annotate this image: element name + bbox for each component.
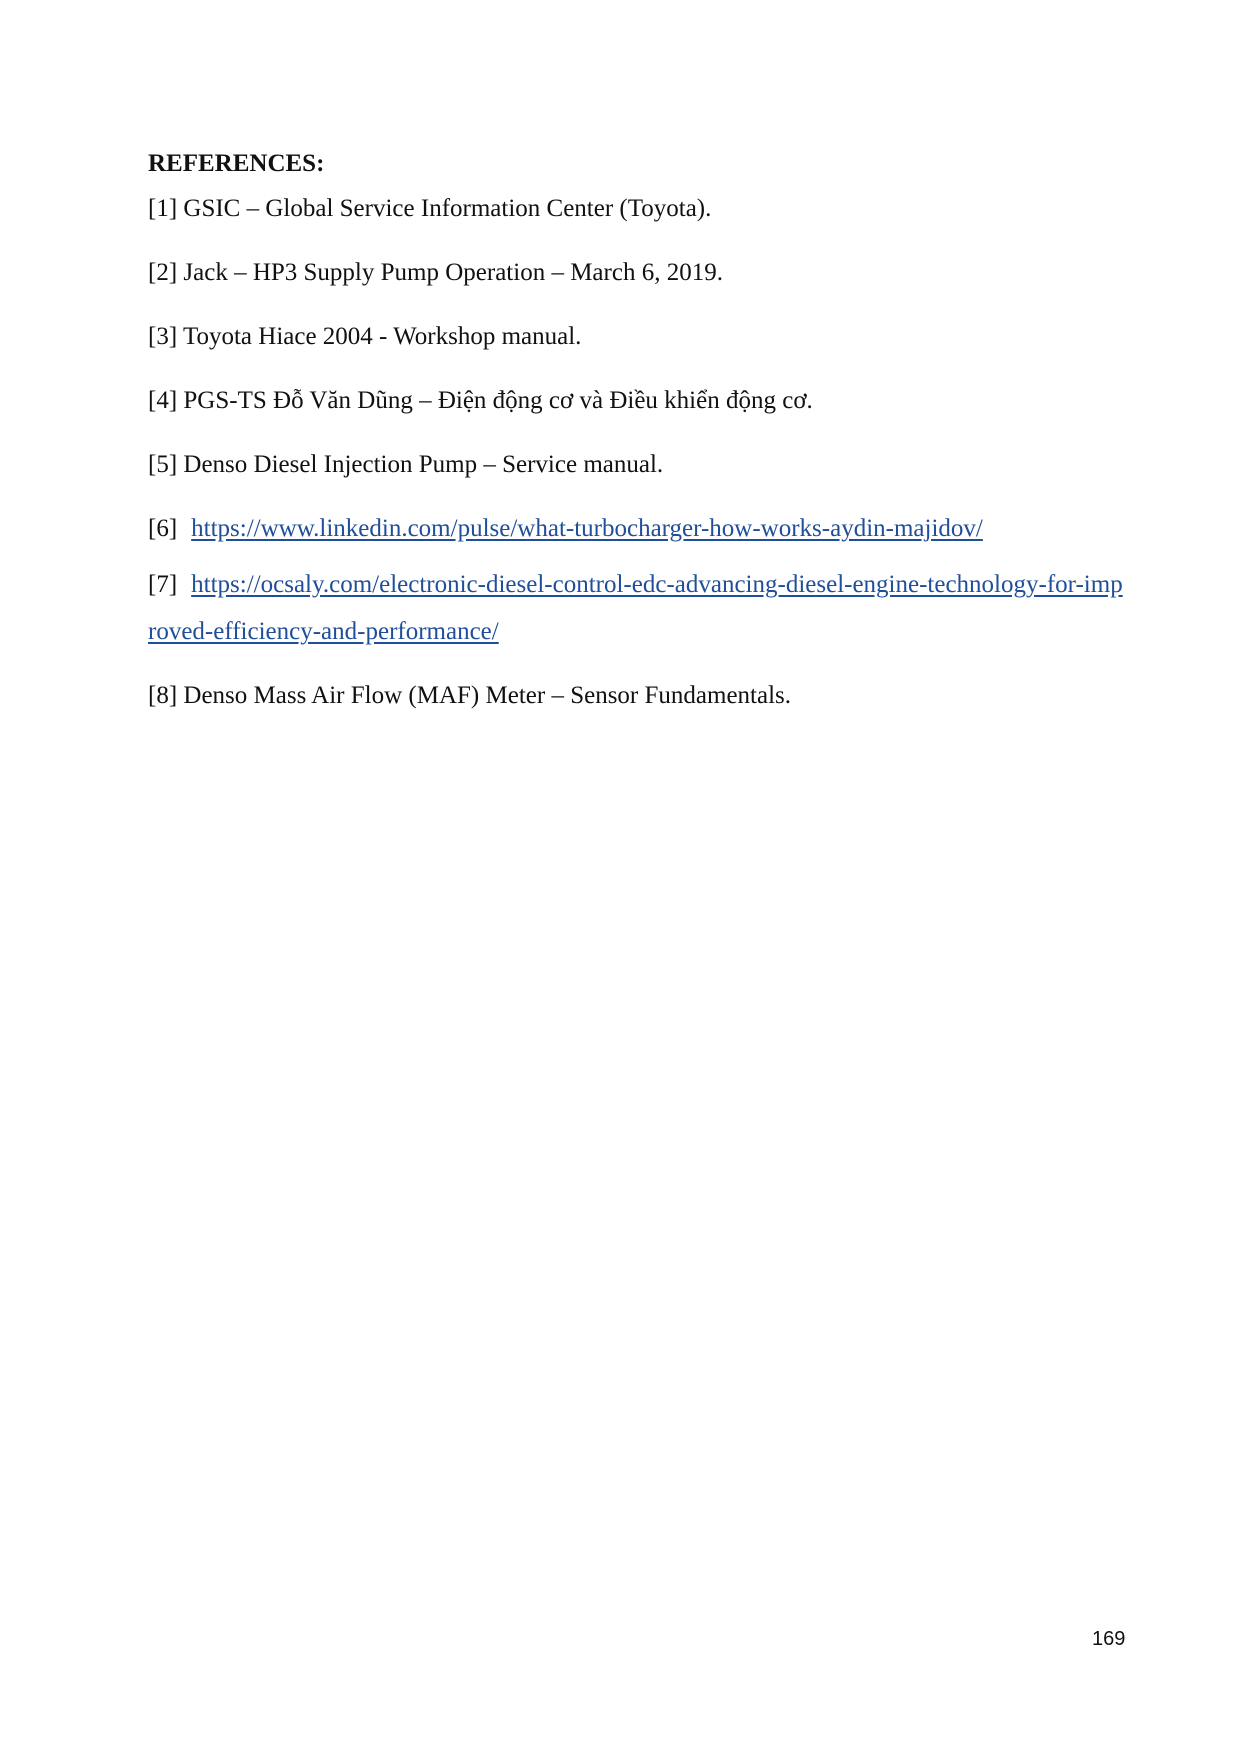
reference-6-link[interactable]: https://www.linkedin.com/pulse/what-turbocharger-how-works-aydin-majidov/ — [191, 515, 983, 542]
reference-7-link[interactable]: https://ocsaly.com/electronic-diesel-control-edc-advancing-diesel-engine-technology-for-improved-efficiency-and-performance/ — [148, 571, 1123, 645]
reference-6 — [148, 505, 1128, 552]
references-section — [148, 147, 1128, 736]
reference-7-number: [7] — [148, 571, 178, 598]
reference-3: [3] Toyota Hiace 2004 - Workshop manual. — [148, 323, 582, 350]
reference-5: [5] Denso Diesel Injection Pump – Service manual. — [148, 451, 664, 478]
reference-8: [8] Denso Mass Air Flow (MAF) Meter – Sensor Fundamentals. — [148, 682, 792, 709]
references-heading: REFERENCES: — [148, 150, 325, 177]
reference-4: [4] PGS-TS Đỗ Văn Dũng – Điện động cơ và Điều khiển động cơ. — [148, 387, 813, 414]
reference-7 — [148, 561, 1128, 655]
reference-6-number: [6] — [148, 515, 178, 542]
page-number: 169 — [1092, 1628, 1126, 1650]
reference-2: [2] Jack – HP3 Supply Pump Operation – March 6, 2019. — [148, 259, 723, 286]
reference-1: [1] GSIC – Global Service Information Center (Toyota). — [148, 195, 712, 222]
